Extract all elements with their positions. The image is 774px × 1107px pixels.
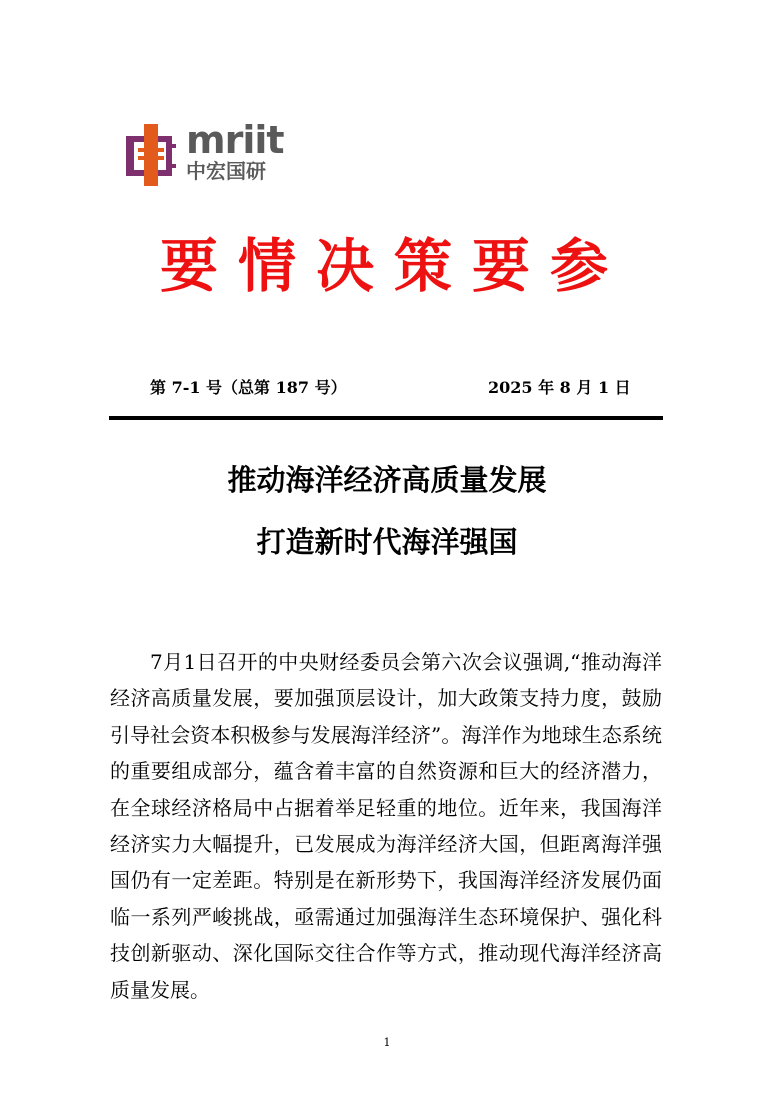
header-divider: [109, 416, 663, 420]
article-title-line-2: 打造新时代海洋强国: [256, 525, 518, 559]
issue-date: 2025 年 8 月 1 日: [488, 378, 631, 397]
page-number: 1: [383, 1036, 391, 1049]
article-paragraph: 7月1日召开的中央财经委员会第六次会议强调,“推动海洋经济高质量发展，要加强顶层设计，加大政策支持力度，鼓励引导社会资本积极参与发展海洋经济”。海洋作为地球生态系统的重要组成部分，蕴含着丰富的自然资源和巨大的经济潜力，在全球经济格局中占据着举足轻重的地位。近年来，我国海洋经济实力大幅提升，已发展成为海洋经济大国，但距离海洋强国仍有一定差距。特别是在新形势下，我国海洋经济发展仍面临一系列严峻挑战，亟需通过加强海洋生态环境保护、强化科技创新驱动、深化国际交往合作等方式，推动现代海洋经济高质量发展。: [110, 650, 662, 1002]
logo: [126, 118, 284, 186]
masthead-title: 要情决策要参: [159, 232, 628, 300]
article-title-line-1: 推动海洋经济高质量发展: [227, 463, 547, 497]
mriit-logo-icon: [126, 124, 182, 186]
logo-name-en: mriit: [186, 118, 284, 162]
issue-number: 第 7-1 号（总第 187 号）: [150, 378, 347, 397]
logo-name-cn: 中宏国研: [186, 159, 266, 183]
